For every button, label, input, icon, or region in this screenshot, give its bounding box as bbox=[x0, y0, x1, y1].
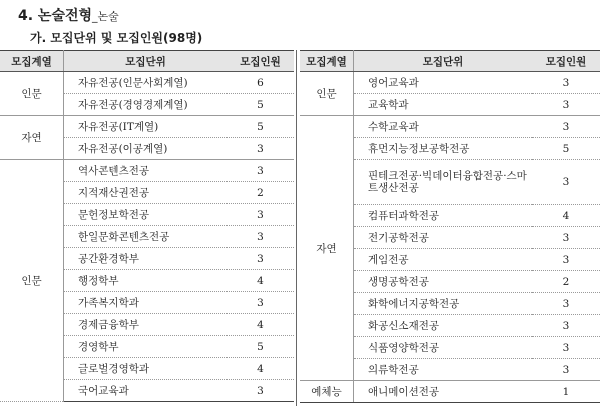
left-admission-table bbox=[0, 50, 294, 402]
count-cell: 3 bbox=[532, 293, 600, 315]
category-cell: 인문 bbox=[300, 72, 354, 116]
unit-cell: 자유전공(경영경제계열) bbox=[64, 94, 228, 116]
count-cell: 1 bbox=[532, 381, 600, 403]
table-row bbox=[0, 160, 294, 182]
count-cell: 3 bbox=[532, 72, 600, 94]
unit-cell: 핀테크전공·빅데이터융합전공·스마트생산전공 bbox=[354, 160, 533, 205]
right-admission-table bbox=[300, 50, 600, 403]
unit-cell: 수학교육과 bbox=[354, 116, 533, 138]
subsection-title: 가. 모집단위 및 모집인원(98명) bbox=[30, 31, 203, 45]
count-cell: 3 bbox=[227, 380, 294, 402]
count-cell: 5 bbox=[227, 336, 294, 358]
count-cell: 4 bbox=[227, 314, 294, 336]
count-cell: 3 bbox=[532, 249, 600, 271]
count-cell: 5 bbox=[532, 138, 600, 160]
category-cell: 자연 bbox=[300, 116, 354, 381]
count-cell: 3 bbox=[532, 227, 600, 249]
count-cell: 4 bbox=[532, 205, 600, 227]
header-row bbox=[0, 51, 294, 72]
unit-cell: 한일문화콘텐츠전공 bbox=[64, 226, 228, 248]
unit-cell: 자유전공(이공계열) bbox=[64, 138, 228, 160]
count-cell: 3 bbox=[532, 337, 600, 359]
count-cell: 5 bbox=[227, 116, 294, 138]
count-cell: 6 bbox=[227, 72, 294, 94]
count-cell: 3 bbox=[227, 204, 294, 226]
count-cell: 3 bbox=[532, 315, 600, 337]
count-cell: 4 bbox=[227, 358, 294, 380]
header-unit: 모집단위 bbox=[354, 51, 533, 72]
unit-cell: 국어교육과 bbox=[64, 380, 228, 402]
unit-cell: 식품영양학전공 bbox=[354, 337, 533, 359]
unit-cell: 자유전공(IT계열) bbox=[64, 116, 228, 138]
count-cell: 3 bbox=[532, 116, 600, 138]
count-cell: 3 bbox=[227, 226, 294, 248]
category-cell: 인문 bbox=[0, 160, 64, 402]
header-row bbox=[300, 51, 600, 72]
count-cell: 3 bbox=[227, 248, 294, 270]
count-cell: 4 bbox=[227, 270, 294, 292]
count-cell: 3 bbox=[532, 160, 600, 205]
unit-cell: 화학에너지공학전공 bbox=[354, 293, 533, 315]
section-title: 4. 논술전형_논술 bbox=[18, 8, 119, 24]
count-cell: 3 bbox=[532, 359, 600, 381]
table-row bbox=[0, 116, 294, 138]
count-cell: 3 bbox=[532, 94, 600, 116]
header-unit: 모집단위 bbox=[64, 51, 228, 72]
column-divider bbox=[296, 50, 297, 406]
unit-cell: 공간환경학부 bbox=[64, 248, 228, 270]
header-category: 모집계열 bbox=[300, 51, 354, 72]
count-cell: 3 bbox=[227, 138, 294, 160]
unit-cell: 의류학전공 bbox=[354, 359, 533, 381]
unit-cell: 지적재산권전공 bbox=[64, 182, 228, 204]
unit-cell: 교육학과 bbox=[354, 94, 533, 116]
unit-cell: 역사콘텐츠전공 bbox=[64, 160, 228, 182]
table-row bbox=[300, 381, 600, 403]
count-cell: 5 bbox=[227, 94, 294, 116]
unit-cell: 화공신소재전공 bbox=[354, 315, 533, 337]
unit-cell: 게임전공 bbox=[354, 249, 533, 271]
count-cell: 2 bbox=[227, 182, 294, 204]
header-count: 모집인원 bbox=[227, 51, 294, 72]
unit-cell: 전기공학전공 bbox=[354, 227, 533, 249]
table-row bbox=[300, 72, 600, 94]
table-row bbox=[300, 116, 600, 138]
unit-cell: 휴먼지능정보공학전공 bbox=[354, 138, 533, 160]
header-category: 모집계열 bbox=[0, 51, 64, 72]
unit-cell: 영어교육과 bbox=[354, 72, 533, 94]
unit-cell: 행정학부 bbox=[64, 270, 228, 292]
unit-cell: 컴퓨터과학전공 bbox=[354, 205, 533, 227]
unit-cell: 생명공학전공 bbox=[354, 271, 533, 293]
header-count: 모집인원 bbox=[532, 51, 600, 72]
category-cell: 인문 bbox=[0, 72, 64, 116]
category-cell: 자연 bbox=[0, 116, 64, 160]
unit-cell: 글로벌경영학과 bbox=[64, 358, 228, 380]
unit-cell: 문헌정보학전공 bbox=[64, 204, 228, 226]
unit-cell: 가족복지학과 bbox=[64, 292, 228, 314]
category-cell: 예체능 bbox=[300, 381, 354, 403]
unit-cell: 경영학부 bbox=[64, 336, 228, 358]
unit-cell: 애니메이션전공 bbox=[354, 381, 533, 403]
count-cell: 3 bbox=[227, 292, 294, 314]
unit-cell: 자유전공(인문사회계열) bbox=[64, 72, 228, 94]
count-cell: 2 bbox=[532, 271, 600, 293]
table-row bbox=[0, 72, 294, 94]
unit-cell: 경제금융학부 bbox=[64, 314, 228, 336]
count-cell: 3 bbox=[227, 160, 294, 182]
